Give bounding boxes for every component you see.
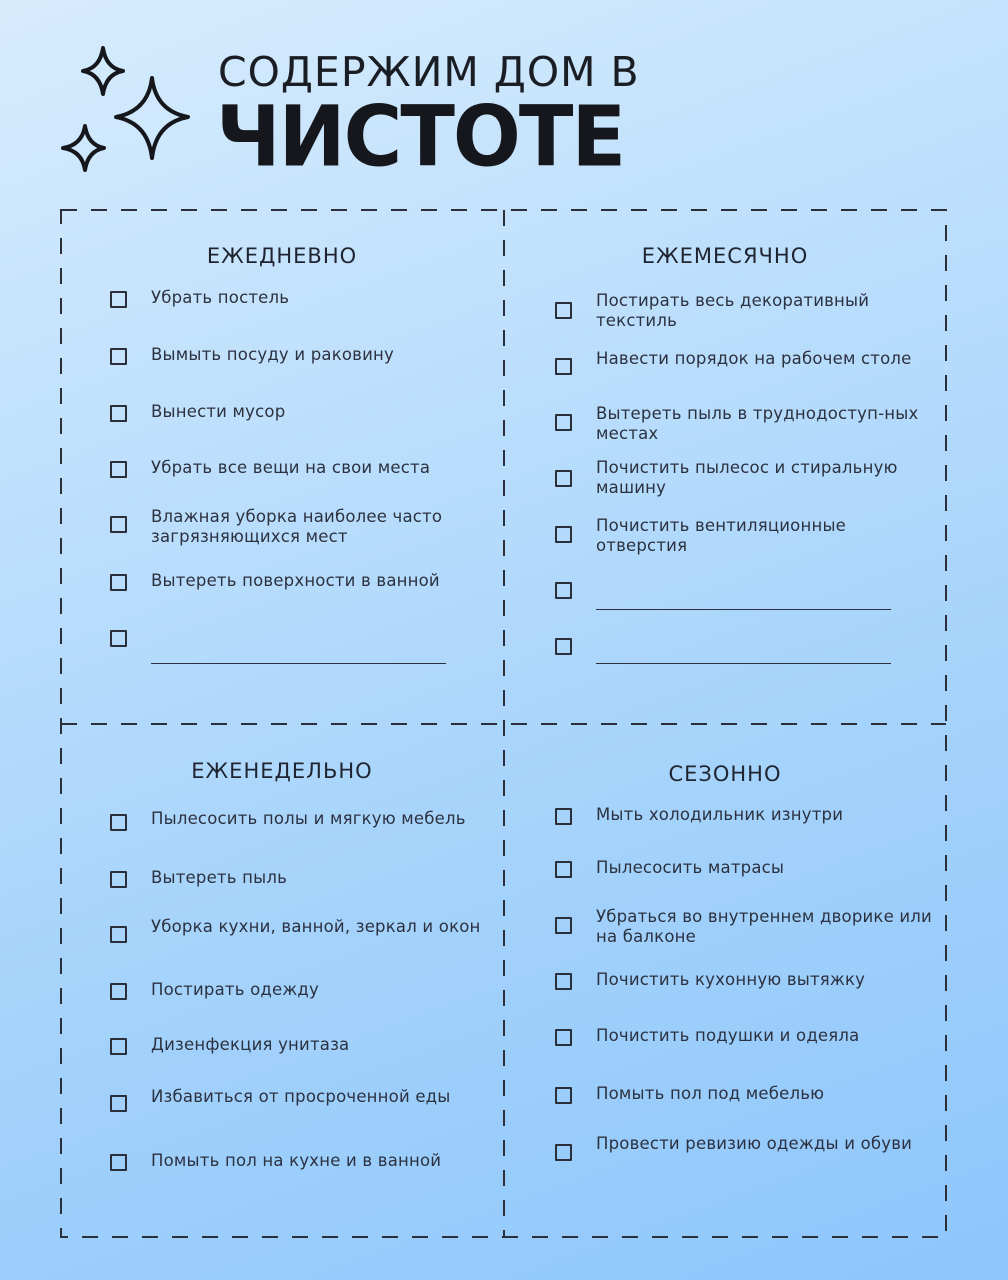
- checkbox[interactable]: [110, 405, 127, 422]
- item-label: Вытереть пыль в труднодоступ-ных местах: [596, 404, 919, 443]
- section-title: ЕЖЕДНЕВНО: [206, 244, 358, 268]
- item-label: Убрать постель: [151, 288, 290, 307]
- item-label: Постирать одежду: [151, 980, 319, 999]
- item-label: Мыть холодильник изнутри: [596, 805, 844, 824]
- checkbox[interactable]: [110, 1095, 127, 1112]
- checkbox[interactable]: [110, 461, 127, 478]
- item-label: Вымыть посуду и раковину: [151, 345, 394, 364]
- checkbox[interactable]: [555, 358, 572, 375]
- item-label: Влажная уборка наиболее часто загрязняющихся мест: [151, 507, 443, 546]
- checkbox[interactable]: [555, 861, 572, 878]
- item-label: Убрать все вещи на свои места: [151, 458, 431, 477]
- section-title: ЕЖЕНЕДЕЛЬНО: [191, 759, 373, 783]
- checkbox[interactable]: [110, 1154, 127, 1171]
- checkbox[interactable]: [110, 291, 127, 308]
- checkbox[interactable]: [555, 917, 572, 934]
- checkbox[interactable]: [555, 1029, 572, 1046]
- item-label: Пылесосить полы и мягкую мебель: [151, 809, 466, 828]
- section-monthly: [505, 244, 945, 268]
- checkbox[interactable]: [555, 582, 572, 599]
- item-label: Провести ревизию одежды и обуви: [596, 1134, 913, 1153]
- sparkles-icon: [55, 40, 195, 180]
- item-label: Вытереть поверхности в ванной: [151, 571, 440, 590]
- checkbox[interactable]: [110, 516, 127, 533]
- checkbox[interactable]: [555, 638, 572, 655]
- checkbox[interactable]: [110, 814, 127, 831]
- item-label: Убраться во внутреннем дворике или на балконе: [596, 907, 932, 946]
- page-title-line2: ЧИСТОТЕ: [216, 88, 625, 186]
- item-label: Почистить кухонную вытяжку: [596, 970, 866, 989]
- checkbox[interactable]: [110, 871, 127, 888]
- checkbox[interactable]: [110, 926, 127, 943]
- blank-line[interactable]: [596, 609, 891, 610]
- checkbox[interactable]: [110, 983, 127, 1000]
- item-label: Навести порядок на рабочем столе: [596, 349, 912, 368]
- item-label: Пылесосить матрасы: [596, 858, 785, 877]
- checkbox[interactable]: [110, 630, 127, 647]
- item-label: Почистить вентиляционные отверстия: [596, 516, 847, 555]
- checkbox[interactable]: [555, 973, 572, 990]
- checkbox[interactable]: [555, 470, 572, 487]
- checkbox[interactable]: [110, 348, 127, 365]
- item-label: Уборка кухни, ванной, зеркал и окон: [151, 917, 481, 936]
- checkbox[interactable]: [555, 414, 572, 431]
- item-label: Постирать весь декоративный текстиль: [596, 291, 870, 330]
- item-label: Избавиться от просроченной еды: [151, 1087, 451, 1106]
- checkbox[interactable]: [555, 808, 572, 825]
- section-title: СЕЗОННО: [668, 762, 782, 786]
- checkbox[interactable]: [110, 1038, 127, 1055]
- checkbox[interactable]: [555, 1144, 572, 1161]
- page-title-line1: СОДЕРЖИМ ДОМ В: [218, 48, 640, 96]
- checkbox[interactable]: [555, 526, 572, 543]
- section-seasonal: [505, 762, 945, 786]
- item-label: Почистить пылесос и стиральную машину: [596, 458, 898, 497]
- item-label: Помыть пол на кухне и в ванной: [151, 1151, 442, 1170]
- checkbox[interactable]: [555, 1087, 572, 1104]
- item-label: Дизенфекция унитаза: [151, 1035, 350, 1054]
- checkbox[interactable]: [555, 302, 572, 319]
- section-daily: [62, 244, 502, 268]
- item-label: Вытереть пыль: [151, 868, 288, 887]
- item-label: Вынести мусор: [151, 402, 286, 421]
- section-title: ЕЖЕМЕСЯЧНО: [641, 244, 809, 268]
- checkbox[interactable]: [110, 574, 127, 591]
- item-label: Почистить подушки и одеяла: [596, 1026, 860, 1045]
- blank-line[interactable]: [596, 663, 891, 664]
- section-weekly: [62, 759, 502, 783]
- item-label: Помыть пол под мебелью: [596, 1084, 825, 1103]
- blank-line[interactable]: [151, 663, 446, 664]
